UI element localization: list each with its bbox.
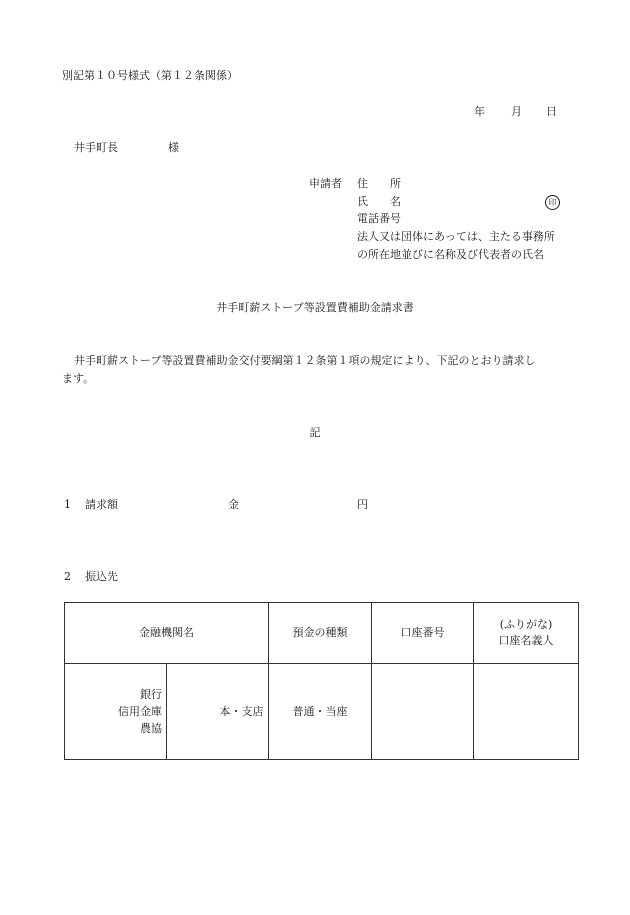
item1-kin: 金	[228, 498, 239, 511]
header-institution: 金融機関名	[65, 603, 269, 664]
ki-heading: 記	[309, 426, 321, 439]
phone-label: 電話番号	[357, 212, 401, 225]
date-year: 年	[474, 105, 485, 118]
header-account-holder	[474, 603, 579, 664]
header-deposit-type: 預金の種類	[269, 603, 372, 664]
corporate-note-line2: の所在地並びに名称及び代表者の氏名	[357, 248, 544, 261]
form-number: 別記第１０号様式（第１２条関係）	[62, 69, 238, 82]
document-title: 井手町薪ストーブ等設置費補助金請求書	[216, 301, 414, 314]
branch-cell[interactable]	[167, 664, 269, 760]
address-label: 住 所	[357, 177, 401, 190]
institution-type-cell[interactable]	[65, 664, 167, 760]
applicant-label: 申請者	[309, 177, 342, 190]
date-day: 日	[546, 105, 557, 118]
item2-label: 振込先	[85, 570, 118, 583]
date-month: 月	[511, 105, 522, 118]
body-line1: 井手町薪ストーブ等設置費補助金交付要綱第１２条第１項の規定により、下記のとおり請求し	[74, 354, 536, 367]
seal-mark: 印	[545, 195, 560, 210]
inst-type-shinkin: 信用金庫	[118, 704, 162, 718]
account-number-cell[interactable]	[372, 664, 474, 760]
name-label: 氏 名	[357, 195, 401, 208]
deposit-type-cell[interactable]	[269, 664, 372, 760]
item1-yen: 円	[357, 498, 368, 511]
header-holder: 口座名義人	[498, 634, 554, 647]
corporate-note-line1: 法人又は団体にあっては、主たる事務所	[357, 230, 555, 243]
deposit-options: 普通・当座	[292, 704, 348, 718]
account-holder-cell[interactable]	[474, 664, 579, 760]
table-header-row	[65, 603, 579, 664]
item1-number: 1	[64, 498, 71, 511]
inst-type-bank: 銀行	[140, 687, 162, 701]
table-row	[65, 664, 579, 760]
header-furigana: (ふりがな)	[499, 617, 553, 631]
inst-type-nokyo: 農協	[140, 722, 162, 736]
addressee-honorific: 様	[168, 141, 179, 154]
bank-account-table	[64, 602, 579, 760]
branch-label: 本・支店	[219, 704, 264, 718]
item1-label: 請求額	[85, 498, 118, 511]
addressee-name: 井手町長	[74, 141, 118, 154]
header-account-number: 口座番号	[372, 603, 474, 664]
item2-number: 2	[64, 570, 71, 583]
body-line2: ます。	[62, 372, 95, 385]
